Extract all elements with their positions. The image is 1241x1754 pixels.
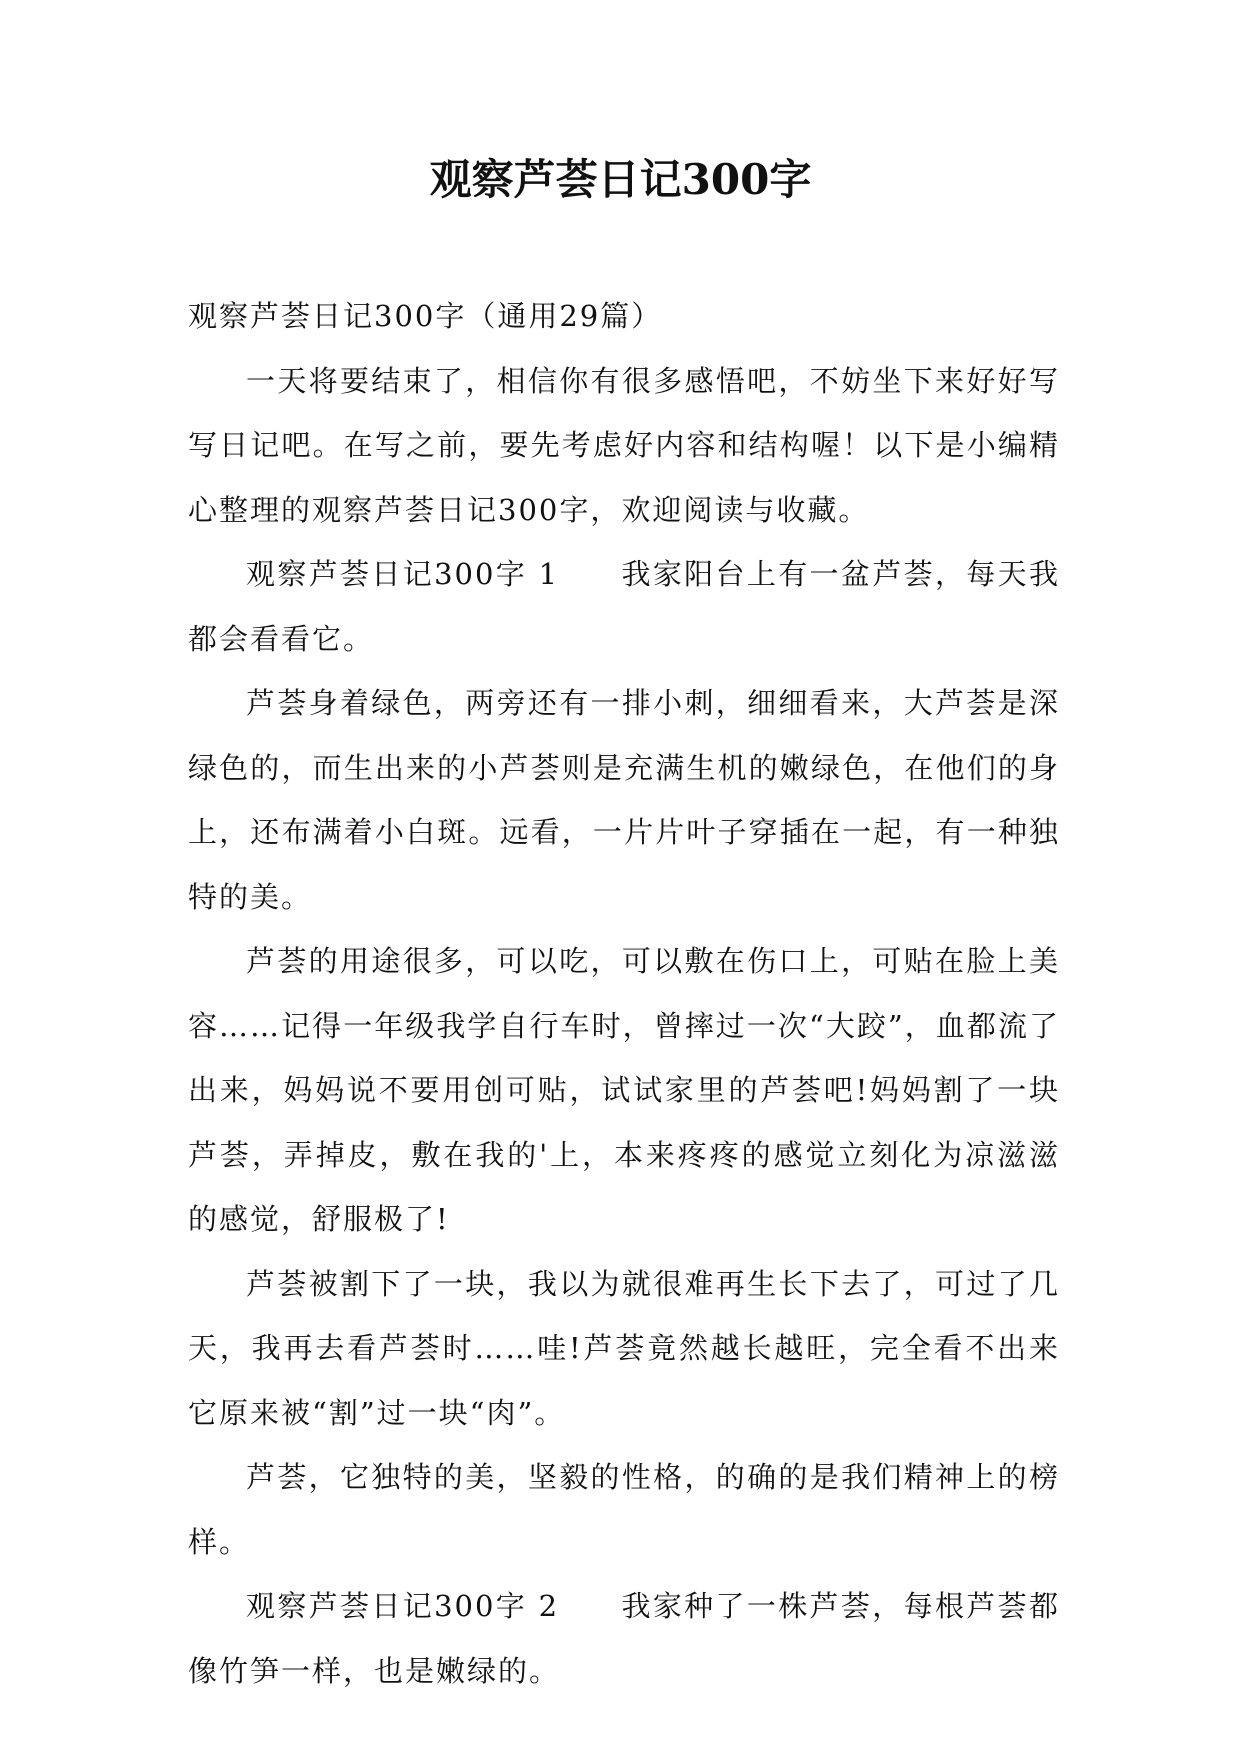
document-body	[188, 284, 1060, 1703]
entry-1-paragraph-4: 芦荟被割下了一块，我以为就很难再生长下去了，可过了几天，我再去看芦荟时……哇!芦荟竟然越长越旺，完全看不出来它原来被“割”过一块“肉”。	[188, 1266, 1060, 1430]
document-subtitle: 观察芦荟日记300字（通用29篇）	[188, 299, 663, 333]
entry-1-paragraph-2: 芦荟身着绿色，两旁还有一排小刺，细细看来，大芦荟是深绿色的，而生出来的小芦荟则是充满生机的嫩绿色，在他们的身上，还布满着小白斑。远看，一片片叶子穿插在一起，有一种独特的美。	[188, 686, 1060, 914]
document-title: 观察芦荟日记300字	[429, 155, 812, 204]
entry-2-heading: 观察芦荟日记300字 2	[246, 1589, 560, 1623]
entry-2-paragraph-1: 我家种了一株芦荟，每根芦荟都像竹笋一样，也是嫩绿的。	[188, 1589, 1060, 1688]
entry-2-first-paragraph	[188, 1574, 1060, 1703]
entry-1-paragraph-1: 我家阳台上有一盆芦荟，每天我都会看看它。	[188, 557, 1060, 656]
entry-1-paragraph-3: 芦荟的用途很多，可以吃，可以敷在伤口上，可贴在脸上美容……记得一年级我学自行车时，曾摔过一次“大跤”，血都流了出来，妈妈说不要用创可贴，试试家里的芦荟吧!妈妈割了一块芦荟，弄掉皮，敷在我的'上，本来疼疼的感觉立刻化为凉滋滋的感觉，舒服极了!	[188, 944, 1060, 1236]
entry-1-paragraph-5: 芦荟，它独特的美，坚毅的性格，的确的是我们精神上的榜样。	[188, 1460, 1060, 1559]
intro-paragraph: 一天将要结束了，相信你有很多感悟吧，不妨坐下来好好写写日记吧。在写之前，要先考虑好内容和结构喔！以下是小编精心整理的观察芦荟日记300字，欢迎阅读与收藏。	[188, 363, 1060, 527]
entry-1-first-paragraph	[188, 542, 1060, 671]
entry-1-heading: 观察芦荟日记300字 1	[246, 557, 560, 591]
